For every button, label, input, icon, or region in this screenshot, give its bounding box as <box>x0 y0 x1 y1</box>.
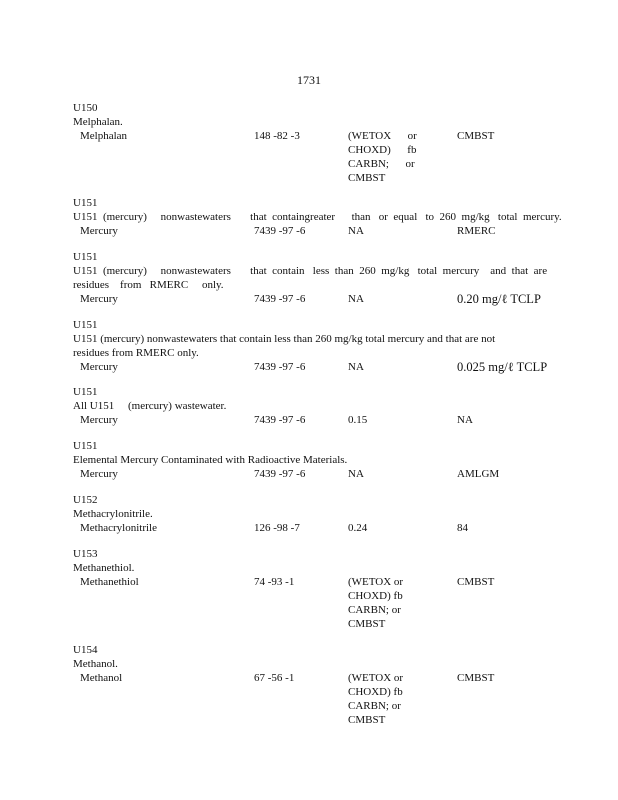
cas-number: 7439 -97 -6 <box>254 293 306 305</box>
constituent-row <box>73 575 553 630</box>
wastewater-standard: RMERC <box>457 225 496 237</box>
constituent-row <box>73 467 553 481</box>
nonwastewater-standard: NA <box>348 225 364 237</box>
cas-number: 74 -93 -1 <box>254 576 295 588</box>
nonwastewater-standard: 0.24 <box>348 522 368 534</box>
nonwastewater-standard: (WETOX or CHOXD) fb CARBN; or CMBST <box>348 130 417 184</box>
waste-entry-u150 <box>73 101 553 184</box>
waste-entry-u151-ge260 <box>73 196 562 238</box>
wastewater-standard: 0.025 mg/ℓ TCLP <box>457 360 548 374</box>
waste-description: U151 (mercury) nonwastewaters that contain less than 260 mg/kg total mercury and that are not <box>73 333 496 345</box>
wastewater-standard: 84 <box>457 522 468 534</box>
waste-code: U150 <box>73 102 98 114</box>
wastewater-standard: CMBST <box>457 672 495 684</box>
constituent-row <box>73 521 553 535</box>
nonwastewater-standard: 0.15 <box>348 414 368 426</box>
waste-code: U151 <box>73 197 98 209</box>
waste-code: U151 <box>73 386 98 398</box>
wastewater-standard: AMLGM <box>457 468 500 480</box>
nonwastewater-standard: (WETOX or CHOXD) fb CARBN; or CMBST <box>348 672 404 726</box>
constituent-name: Methanol <box>80 672 123 684</box>
waste-entry-u151-wastewater <box>73 385 553 427</box>
waste-code: U152 <box>73 494 98 506</box>
constituent-name: Methanethiol <box>80 576 139 588</box>
cas-number: 67 -56 -1 <box>254 672 295 684</box>
waste-description: Elemental Mercury Contaminated with Radioactive Materials. <box>73 454 348 466</box>
constituent-row <box>73 360 553 374</box>
cas-number: 148 -82 -3 <box>254 130 300 142</box>
constituent-name: Mercury <box>80 293 118 305</box>
nonwastewater-standard: (WETOX or CHOXD) fb CARBN; or CMBST <box>348 576 404 630</box>
constituent-name: Mercury <box>80 414 118 426</box>
constituent-row <box>73 129 553 184</box>
waste-description: Methanol. <box>73 658 118 670</box>
waste-description: Methacrylonitrile. <box>73 508 153 520</box>
waste-description: Melphalan. <box>73 116 123 128</box>
constituent-row <box>73 413 553 427</box>
waste-code: U151 <box>73 251 98 263</box>
waste-description-cont: residues from RMERC only. <box>73 279 224 291</box>
cas-number: 7439 -97 -6 <box>254 225 306 237</box>
waste-description: U151 (mercury) nonwastewaters that containgreater than or equal to 260 mg/kg total mercury. <box>73 211 562 223</box>
page-number: 1731 <box>297 73 321 87</box>
waste-description: Methanethiol. <box>73 562 135 574</box>
waste-description: U151 (mercury) nonwastewaters that contain less than 260 mg/kg total mercury and that are <box>73 265 548 277</box>
waste-entry-u152 <box>73 493 553 535</box>
constituent-name: Melphalan <box>80 130 128 142</box>
waste-entry-u153 <box>73 547 553 630</box>
constituent-row <box>73 224 553 238</box>
constituent-name: Mercury <box>80 361 118 373</box>
constituent-row <box>73 292 553 306</box>
waste-description-cont: residues from RMERC only. <box>73 347 199 359</box>
cas-number: 7439 -97 -6 <box>254 468 306 480</box>
constituent-name: Mercury <box>80 225 118 237</box>
nonwastewater-standard: NA <box>348 361 364 373</box>
waste-entry-u151-lt260-not-rmerc <box>73 318 553 374</box>
waste-code: U153 <box>73 548 98 560</box>
wastewater-standard: 0.20 mg/ℓ TCLP <box>457 292 541 306</box>
waste-entry-u151-lt260-rmerc <box>73 250 553 306</box>
waste-entry-u151-elemental <box>73 439 553 481</box>
wastewater-standard: NA <box>457 414 473 426</box>
nonwastewater-standard: NA <box>348 468 364 480</box>
constituent-name: Mercury <box>80 468 118 480</box>
constituent-row <box>73 671 553 726</box>
waste-code: U151 <box>73 440 98 452</box>
waste-code: U151 <box>73 319 98 331</box>
waste-description: All U151 (mercury) wastewater. <box>73 400 227 412</box>
cas-number: 7439 -97 -6 <box>254 361 306 373</box>
nonwastewater-standard: NA <box>348 293 364 305</box>
cas-number: 7439 -97 -6 <box>254 414 306 426</box>
constituent-name: Methacrylonitrile <box>80 522 157 534</box>
cas-number: 126 -98 -7 <box>254 522 300 534</box>
wastewater-standard: CMBST <box>457 130 495 142</box>
wastewater-standard: CMBST <box>457 576 495 588</box>
waste-entry-u154 <box>73 643 553 726</box>
waste-code: U154 <box>73 644 98 656</box>
